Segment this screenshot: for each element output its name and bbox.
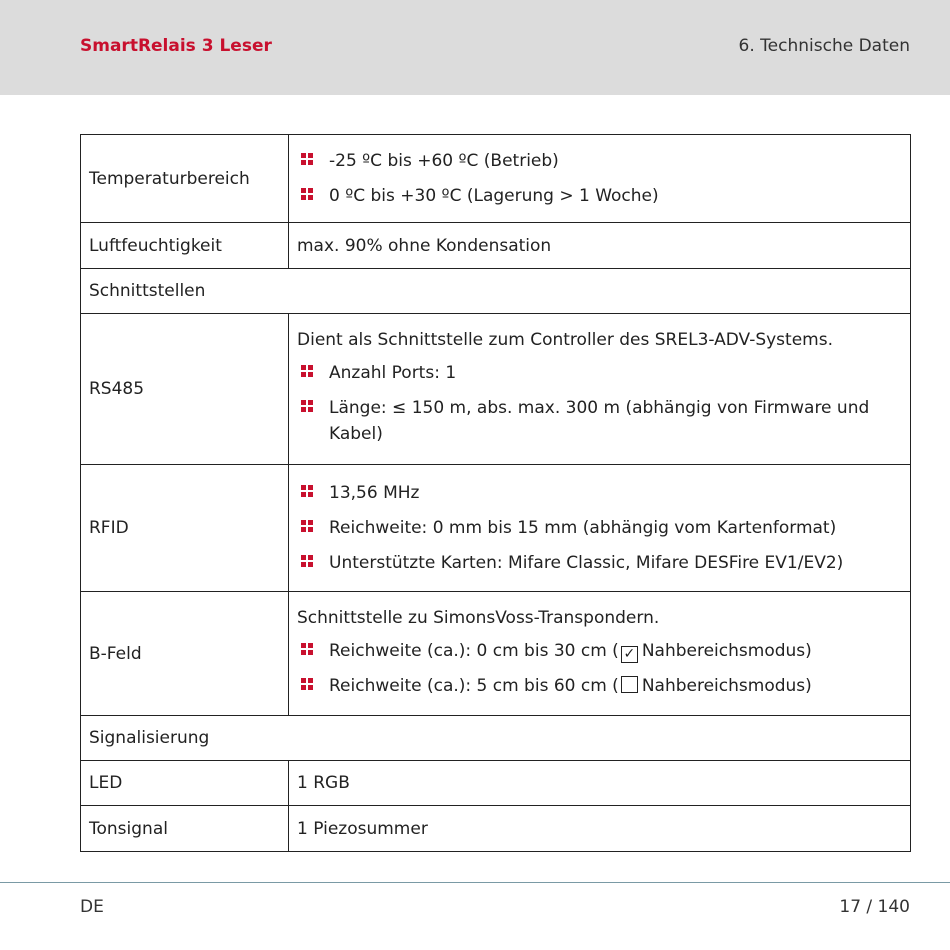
row-value: max. 90% ohne Kondensation <box>289 223 911 269</box>
row-label: Temperaturbereich <box>81 135 289 223</box>
row-value: 1 RGB <box>289 761 911 806</box>
table-row <box>81 135 911 223</box>
row-value <box>289 135 911 223</box>
bullet-icon <box>297 515 329 541</box>
row-value <box>289 465 911 592</box>
section-row <box>81 716 911 761</box>
row-value <box>289 314 911 465</box>
page-header <box>0 0 950 95</box>
bullet-icon <box>297 183 329 209</box>
list-item: Unterstützte Karten: Mifare Classic, Mifare DESFire EV1/EV2) <box>297 550 902 576</box>
bullet-icon <box>297 638 329 664</box>
list-item: Reichweite (ca.): 0 cm bis 30 cm ( ✓ Nahbereichsmodus) <box>297 638 902 664</box>
technical-data-table <box>80 134 911 852</box>
list-item: Reichweite: 0 mm bis 15 mm (abhängig vom Kartenformat) <box>297 515 902 541</box>
table-row <box>81 592 911 716</box>
row-value: 1 Piezosummer <box>289 806 911 852</box>
row-intro: Dient als Schnittstelle zum Controller des SREL3-ADV-Systems. <box>297 330 833 350</box>
bullet-icon <box>297 480 329 506</box>
bullet-icon <box>297 148 329 174</box>
section-row <box>81 269 911 314</box>
row-label: RFID <box>81 465 289 592</box>
section-heading: Schnittstellen <box>81 269 911 314</box>
list-item: 0 ºC bis +30 ºC (Lagerung > 1 Woche) <box>297 183 902 209</box>
bullet-icon <box>297 550 329 576</box>
row-label: Luftfeuchtigkeit <box>81 223 289 269</box>
list-item: Reichweite (ca.): 5 cm bis 60 cm ( Nahbereichsmodus) <box>297 673 902 699</box>
footer-divider <box>0 882 950 883</box>
section-heading: Signalisierung <box>81 716 911 761</box>
row-value <box>289 592 911 716</box>
list-item: Anzahl Ports: 1 <box>297 360 902 386</box>
list-item: -25 ºC bis +60 ºC (Betrieb) <box>297 148 902 174</box>
table-row <box>81 314 911 465</box>
unchecked-checkbox-icon <box>621 676 638 693</box>
list-item: Länge: ≤ 150 m, abs. max. 300 m (abhängig von Firmware und Kabel) <box>297 395 902 447</box>
checked-checkbox-icon: ✓ <box>621 646 638 663</box>
table-row <box>81 223 911 269</box>
table-row <box>81 465 911 592</box>
row-label: Tonsignal <box>81 806 289 852</box>
list-item: 13,56 MHz <box>297 480 902 506</box>
bullet-icon <box>297 673 329 699</box>
row-label: B-Feld <box>81 592 289 716</box>
row-label: RS485 <box>81 314 289 465</box>
document-title: SmartRelais 3 Leser <box>80 36 272 56</box>
table-row <box>81 761 911 806</box>
footer-language: DE <box>80 897 104 917</box>
chapter-title: 6. Technische Daten <box>738 36 910 56</box>
page-number: 17 / 140 <box>839 897 910 917</box>
row-intro: Schnittstelle zu SimonsVoss-Transpondern. <box>297 607 660 628</box>
bullet-icon <box>297 360 329 386</box>
row-label: LED <box>81 761 289 806</box>
bullet-icon <box>297 395 329 421</box>
table-row <box>81 806 911 852</box>
